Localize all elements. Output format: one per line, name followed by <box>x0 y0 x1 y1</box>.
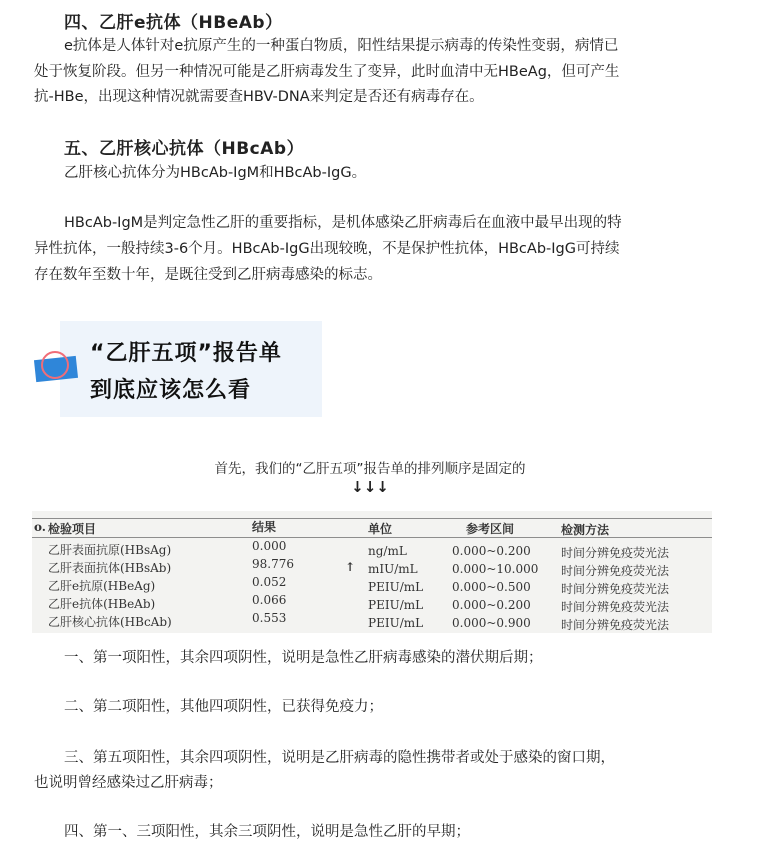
section5-line1: HBcAb-IgM是判定急性乙肝的重要指标，是机体感染乙肝病毒后在血液中最早出现的特 <box>64 215 622 231</box>
section4-line3: 抗-HBe，出现这种情况就需要查HBV-DNA来判定是否还有病毒存在。 <box>34 89 484 105</box>
report-method: 时间分辨免疫荧光法 <box>561 582 670 596</box>
report-caption: 首先，我们的“乙肝五项”报告单的排列顺序是固定的 <box>214 461 526 477</box>
report-row-prefix: o. <box>34 520 46 534</box>
report-top-rule <box>32 518 712 519</box>
report-item: 乙肝e抗体(HBeAb) <box>48 597 156 611</box>
report-unit: PEIU/mL <box>368 616 424 630</box>
decorative-circle-icon <box>41 351 69 379</box>
report-item: 乙肝核心抗体(HBcAb) <box>48 615 172 629</box>
report-method: 时间分辨免疫荧光法 <box>561 618 670 632</box>
section4-line2: 处于恢复阶段。但另一种情况可能是乙肝病毒发生了变异，此时血清中无HBeAg，但可产生 <box>34 64 620 80</box>
report-header-range: 参考区间 <box>466 522 515 536</box>
report-range: 0.000~0.200 <box>452 598 531 612</box>
report-item: 乙肝表面抗体(HBsAb) <box>48 561 172 575</box>
report-result: 0.000 <box>252 539 287 553</box>
down-arrows-icon: ↓↓↓ <box>351 478 389 496</box>
section-heading-hbcab: 五、乙肝核心抗体（HBcAb） <box>64 139 305 159</box>
card-title-line1: “乙肝五项”报告单 <box>90 341 282 366</box>
section5-line2: 异性抗体，一般持续3-6个月。HBcAb-IgG出现较晚，不是保护性抗体，HBcAb-IgG可持续 <box>34 241 620 257</box>
report-unit: PEIU/mL <box>368 580 424 594</box>
lab-report-image <box>32 511 712 633</box>
report-range: 0.000~0.900 <box>452 616 531 630</box>
report-header-result: 结果 <box>252 520 277 534</box>
report-range: 0.000~0.200 <box>452 544 531 558</box>
section5-line3: 存在数年至数十年，是既往受到乙肝病毒感染的标志。 <box>34 267 382 283</box>
report-method: 时间分辨免疫荧光法 <box>561 564 670 578</box>
report-method: 时间分辨免疫荧光法 <box>561 600 670 614</box>
elevated-arrow-icon: ↑ <box>345 560 356 574</box>
report-result: 0.066 <box>252 593 287 607</box>
report-item: 乙肝表面抗原(HBsAg) <box>48 543 172 557</box>
report-header-rule <box>32 537 712 538</box>
result-rule-1: 一、第一项阳性，其余四项阴性，说明是急性乙肝病毒感染的潜伏期后期； <box>64 650 543 666</box>
report-header-method: 检测方法 <box>561 523 610 537</box>
report-unit: mIU/mL <box>368 562 418 576</box>
report-result: 0.553 <box>252 611 287 625</box>
report-range: 0.000~0.500 <box>452 580 531 594</box>
report-unit: ng/mL <box>368 544 407 558</box>
report-range: 0.000~10.000 <box>452 562 539 576</box>
result-rule-4: 四、第一、三项阳性，其余三项阴性，说明是急性乙肝的早期； <box>64 824 470 840</box>
report-unit: PEIU/mL <box>368 598 424 612</box>
section-heading-hbeab: 四、乙肝e抗体（HBeAb） <box>64 13 283 33</box>
section5-intro: 乙肝核心抗体分为HBcAb-IgM和HBcAb-IgG。 <box>64 165 367 181</box>
section4-line1: e抗体是人体针对e抗原产生的一种蛋白物质，阳性结果提示病毒的传染性变弱，病情已 <box>64 38 619 54</box>
result-rule-3-line2: 也说明曾经感染过乙肝病毒； <box>34 775 223 791</box>
report-method: 时间分辨免疫荧光法 <box>561 546 670 560</box>
result-rule-3-line1: 三、第五项阳性，其余四项阴性，说明是乙肝病毒的隐性携带者或处于感染的窗口期， <box>64 750 615 766</box>
report-header-unit: 单位 <box>368 522 393 536</box>
report-item: 乙肝e抗原(HBeAg) <box>48 579 156 593</box>
result-rule-2: 二、第二项阳性，其他四项阴性，已获得免疫力； <box>64 699 383 715</box>
report-result: 98.776 <box>252 557 294 571</box>
report-header-item: 检验项目 <box>48 522 97 536</box>
report-result: 0.052 <box>252 575 287 589</box>
card-title-line2: 到底应该怎么看 <box>90 378 252 403</box>
